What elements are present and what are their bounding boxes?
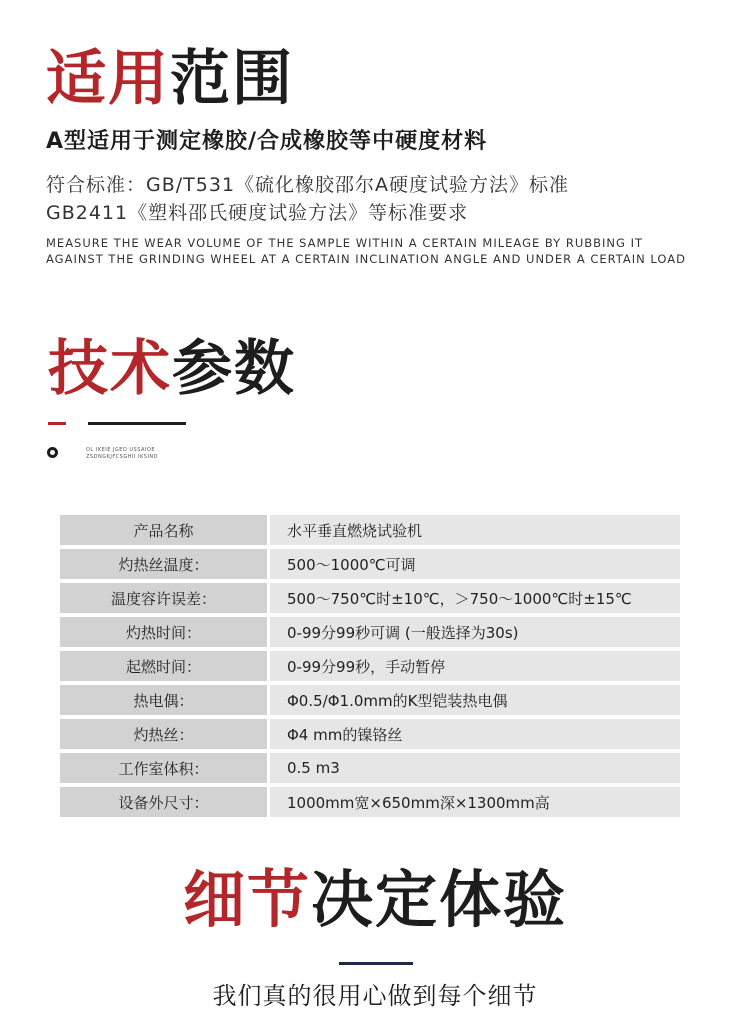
table-row bbox=[60, 649, 680, 683]
scope-subtitle: A型适用于测定橡胶/合成橡胶等中硬度材料 bbox=[46, 129, 488, 154]
spec-value: Φ4 mm的镍铬丝 bbox=[270, 719, 680, 749]
section-title-details bbox=[0, 862, 750, 938]
title-dark-part: 决定体验 bbox=[311, 863, 568, 936]
spec-label: 灼热丝： bbox=[60, 719, 267, 749]
details-subtitle: 我们真的很用心做到每个细节 bbox=[212, 982, 538, 1010]
spec-label: 设备外尺寸： bbox=[60, 787, 267, 817]
decorative-tiny-text: OL IKEIE JGED USSAIOE ZSDNGKJFCSGHII IKSIND bbox=[86, 447, 159, 460]
spec-label: 热电偶： bbox=[60, 685, 267, 715]
spec-value: 1000mm宽×650mm深×1300mm高 bbox=[270, 787, 680, 817]
circle-icon bbox=[47, 447, 58, 458]
spec-value: 500～1000℃可调 bbox=[270, 549, 680, 579]
spec-value: 0-99分99秒，手动暂停 bbox=[270, 651, 680, 681]
title-red-part: 适用 bbox=[46, 44, 170, 114]
dark-dash-divider bbox=[88, 422, 186, 425]
spec-value: Φ0.5/Φ1.0mm的K型铠装热电偶 bbox=[270, 685, 680, 715]
spec-value: 0.5 m3 bbox=[270, 753, 680, 783]
title-red-part: 技术 bbox=[48, 334, 172, 404]
title-dark-part: 参数 bbox=[172, 334, 296, 404]
table-row bbox=[60, 683, 680, 717]
spec-value: 水平垂直燃烧试验机 bbox=[270, 515, 680, 545]
spec-label: 温度容许误差： bbox=[60, 583, 267, 613]
section-title-params bbox=[48, 334, 296, 404]
standard-line-1: 符合标准：GB/T531《硫化橡胶邵尔A硬度试验方法》标准 bbox=[46, 174, 570, 196]
spec-table bbox=[60, 513, 680, 819]
table-row bbox=[60, 751, 680, 785]
table-row bbox=[60, 717, 680, 751]
spec-label: 工作室体积： bbox=[60, 753, 267, 783]
spec-label: 产品名称 bbox=[60, 515, 267, 545]
title-red-part: 细节 bbox=[182, 863, 311, 936]
section-title-scope bbox=[46, 44, 294, 114]
spec-label: 灼热时间： bbox=[60, 617, 267, 647]
table-row bbox=[60, 547, 680, 581]
english-description: MEASURE THE WEAR VOLUME OF THE SAMPLE WITHIN A CERTAIN MILEAGE BY RUBBING IT AGAINST THE GRINDING WHEEL AT A CERTAIN INCLINATION ANGLE AND UNDER A CERTAIN LOAD bbox=[46, 236, 687, 266]
spec-value: 500～750℃时±10℃，＞750～1000℃时±15℃ bbox=[270, 583, 680, 613]
table-row bbox=[60, 581, 680, 615]
table-row bbox=[60, 513, 680, 547]
title-underline bbox=[339, 962, 413, 965]
title-dark-part: 范围 bbox=[170, 44, 294, 114]
spec-label: 起燃时间： bbox=[60, 651, 267, 681]
standard-line-2: GB2411《塑料邵氏硬度试验方法》等标准要求 bbox=[46, 202, 469, 224]
spec-value: 0-99分99秒可调 (一般选择为30s) bbox=[270, 617, 680, 647]
table-row bbox=[60, 785, 680, 819]
table-row bbox=[60, 615, 680, 649]
spec-label: 灼热丝温度： bbox=[60, 549, 267, 579]
red-dash-divider bbox=[48, 422, 66, 425]
